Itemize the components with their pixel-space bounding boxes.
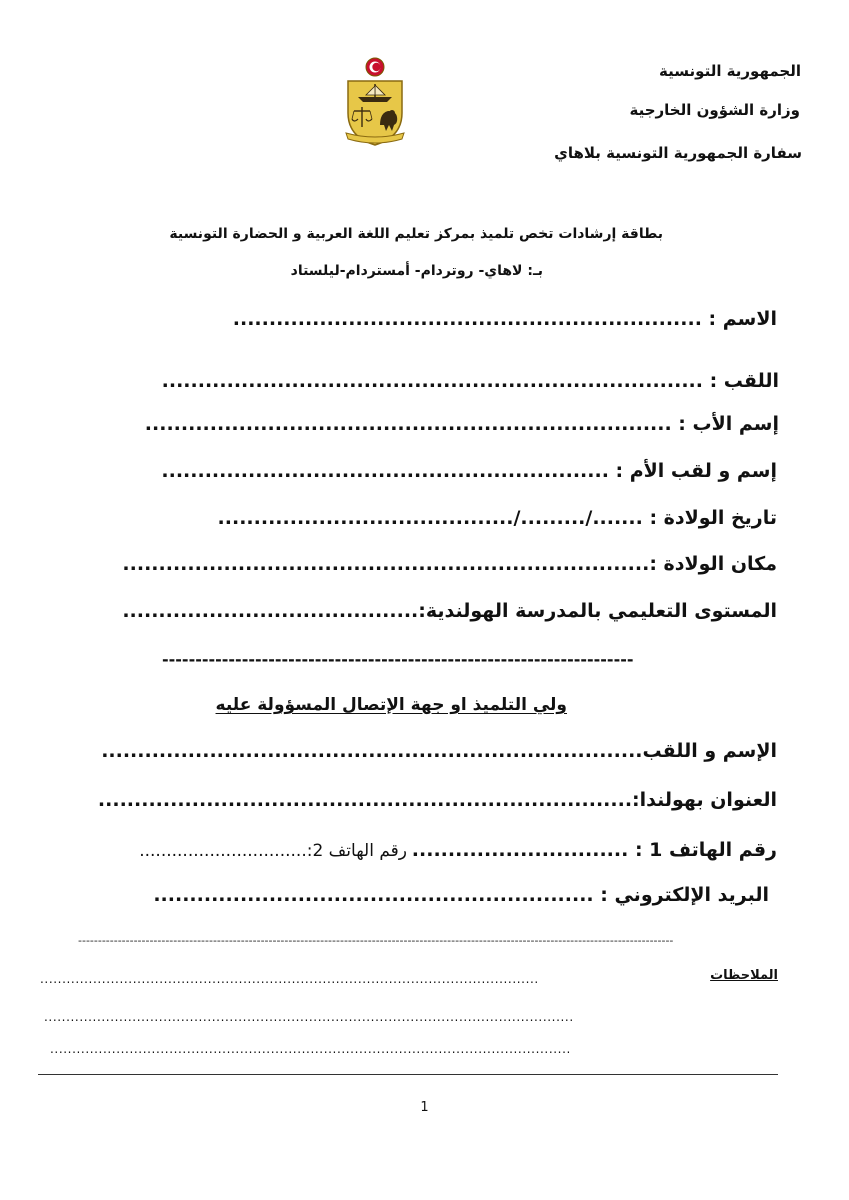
form-subtitle: بـ: لاهاي- روتردام- أمستردام-ليلستاد	[290, 263, 543, 279]
page-number: 1	[420, 1100, 429, 1115]
field-father-name[interactable]: إسم الأب : .........................................................................	[144, 413, 779, 435]
field-phone-2[interactable]: رقم الهاتف 2:...............................	[139, 841, 407, 861]
field-address[interactable]: العنوان بهولندا:..........................................................................	[97, 789, 777, 811]
field-email[interactable]: البريد الإلكتروني : .............................................................	[153, 884, 769, 906]
field-surname[interactable]: اللقب : ...........................................................................	[161, 370, 779, 392]
field-mother-name[interactable]: إسم و لقب الأم : ..............................................................	[161, 460, 777, 482]
header-embassy: سفارة الجمهورية التونسية بلاهاي	[554, 144, 802, 162]
field-guardian-name[interactable]: الإسم و اللقب...........................................................................	[101, 740, 777, 762]
notes-line-2[interactable]: ........................................................................................................................	[44, 1010, 574, 1024]
coat-of-arms-emblem	[342, 55, 408, 147]
form-title: بطاقة إرشادات تخص تلميذ بمركز تعليم اللغة العربية و الحضارة التونسية	[169, 226, 663, 242]
header-country: الجمهورية التونسية	[659, 62, 801, 80]
notes-separator: ------------------------------------------------------------------------------------------------------------------------------------------------------	[78, 934, 674, 947]
field-birth-place[interactable]: مكان الولادة :.........................................................................	[122, 553, 777, 575]
section-separator: -----------------------------------------------------------------------	[162, 650, 634, 669]
notes-line-3[interactable]: ......................................................................................................................	[50, 1042, 571, 1056]
guardian-heading: ولي التلميذ او جهة الإتصال المسؤولة عليه	[215, 695, 567, 715]
field-school-level[interactable]: المستوى التعليمي بالمدرسة الهولندية:.........................................	[122, 600, 777, 622]
notes-line-1[interactable]: .................................................................................................................	[40, 972, 539, 986]
bottom-rule	[38, 1074, 778, 1075]
header-ministry: وزارة الشؤون الخارجية	[629, 101, 800, 119]
field-first-name[interactable]: الاسم : .................................................................	[232, 308, 777, 330]
notes-label: الملاحظات	[710, 968, 778, 983]
field-phone-1[interactable]: رقم الهاتف 1 : ..............................	[411, 839, 777, 861]
field-birth-date[interactable]: تاريخ الولادة : ......./........./.........................................	[217, 507, 777, 529]
